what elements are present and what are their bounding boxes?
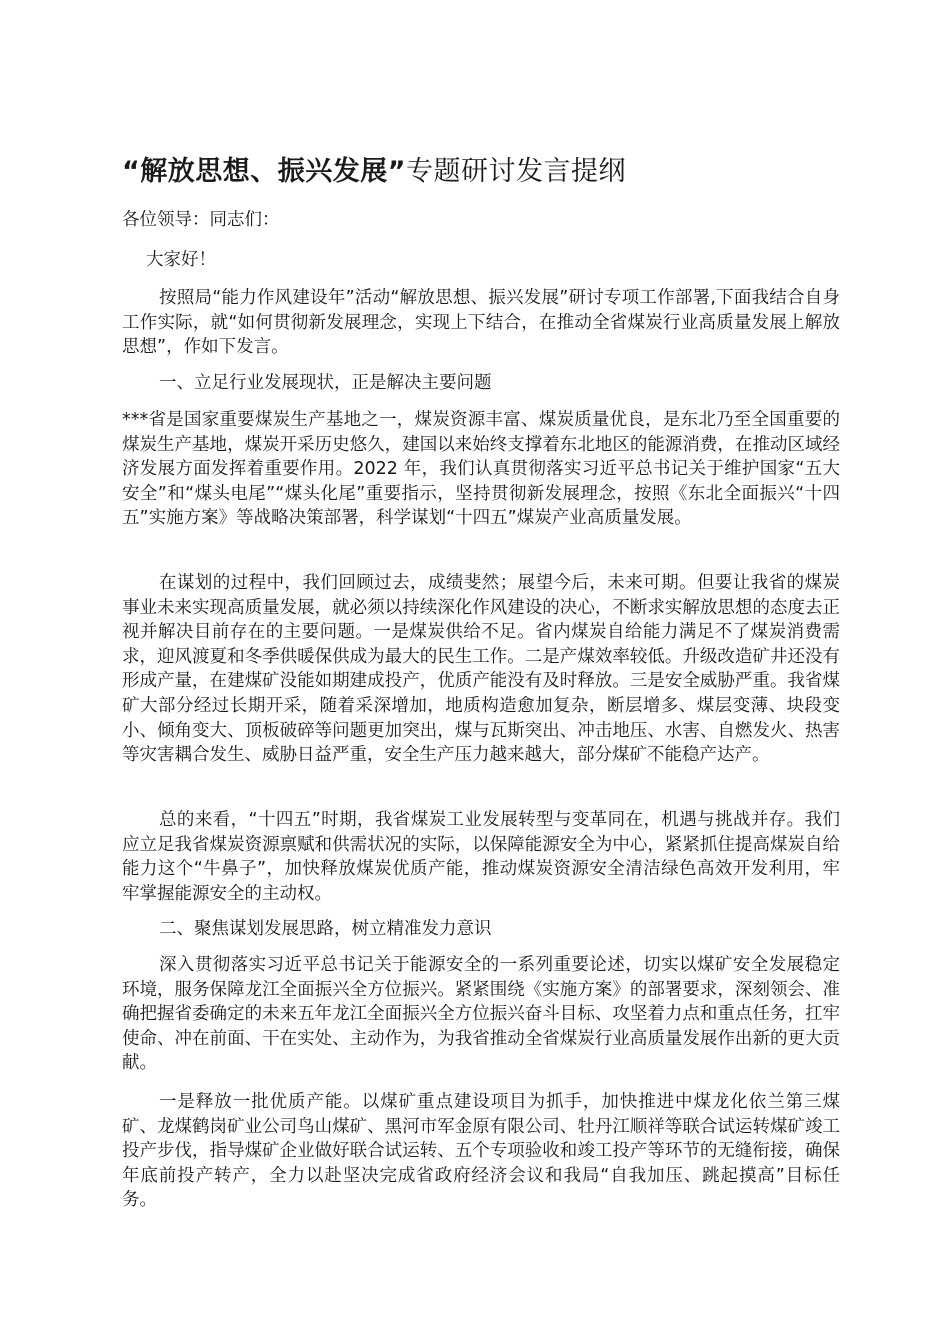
section-heading-1: 一、立足行业发展现状，正是解决主要问题: [159, 373, 492, 393]
title-rest: 专题研讨发言提纲: [406, 156, 626, 187]
greeting: 大家好！: [146, 250, 216, 270]
paragraph: 总的来看，“十四五”时期，我省煤炭工业发展转型与变革同在，机遇与挑战并存。我们应立足我省煤炭资源禀赋和供需状况的实际，以保障能源安全为中心，紧紧抓住提高煤炭自给能力这个“牛鼻子”，加快释放煤炭优质产能，推动煤炭资源安全清洁绿色高效开发利用，牢牢掌握能源安全的主动权。: [122, 810, 840, 904]
paragraph: 一是释放一批优质产能。以煤矿重点建设项目为抓手，加快推进中煤龙化依兰第三煤矿、龙煤鹤岗矿业公司鸟山煤矿、黑河市军金原有限公司、牡丹江顺祥等联合试运转煤矿竣工投产步伐，指导煤矿企业做好联合试运转、五个专项验收和竣工投产等环节的无缝衔接，确保年底前投产转产，全力以赴坚决完成省政府经济会议和我局“自我加压、跳起摸高”目标任务。: [122, 1092, 840, 1211]
section-heading-2: 二、聚焦谋划发展思路，树立精准发力意识: [159, 919, 492, 939]
title-quote-open: “: [122, 156, 141, 187]
intro-paragraph: 按照局“能力作风建设年”活动“解放思想、振兴发展”研讨专项工作部署,下面我结合自身工作实际，就“如何贯彻新发展理念，实现上下结合，在推动全省煤炭行业高质量发展上解放思想”，作如下发言。: [122, 288, 840, 358]
title-quoted-phrase: 解放思想、振兴发展: [140, 156, 388, 187]
paragraph: 在谋划的过程中，我们回顾过去，成绩斐然；展望今后，未来可期。但要让我省的煤炭事业未来实现高质量发展，就必须以持续深化作风建设的决心，不断求实解放思想的态度去正视并解决目前存在的主要问题。一是煤炭供给不足。省内煤炭自给能力满足不了煤炭消费需求，迎风渡夏和冬季供暖保供成为最大的民生工作。二是产煤效率较低。升级改造矿井还没有形成产量，在建煤矿没能如期建成投产，优质产能没有及时释放。三是安全威胁严重。我省煤矿大部分经过长期开采，随着采深增加，地质构造愈加复杂，断层增多、煤层变薄、块段变小、倾角变大、顶板破碎等问题更加突出，煤与瓦斯突出、冲击地压、水害、自燃发火、热害等灾害耦合发生、威胁日益严重，安全生产压力越来越大，部分煤矿不能稳产达产。: [122, 573, 840, 766]
salutation: 各位领导：同志们：: [122, 210, 280, 230]
paragraph: ***省是国家重要煤炭生产基地之一，煤炭资源丰富、煤炭质量优良，是东北乃至全国重要的煤炭生产基地，煤炭开采历史悠久，建国以来始终支撑着东北地区的能源消费，在推动区域经济发展方面发挥着重要作用。2022 年，我们认真贯彻落实习近平总书记关于维护国家“五大安全”和“煤头电尾”“煤头化尾”重要指示，坚持贯彻新发展理念，按照《东北全面振兴“十四五”实施方案》等战略决策部署，科学谋划“十四五”煤炭产业高质量发展。: [122, 410, 840, 529]
paragraph: 深入贯彻落实习近平总书记关于能源安全的一系列重要论述，切实以煤矿安全发展稳定环境，服务保障龙江全面振兴全方位振兴。紧紧围绕《实施方案》的部署要求，深刻领会、准确把握省委确定的未来五年龙江全面振兴全方位振兴奋斗目标、攻坚着力点和重点任务，扛牢使命、冲在前面、干在实处、主动作为，为我省推动全省煤炭行业高质量发展作出新的更大贡献。: [122, 955, 840, 1074]
page-title: [122, 152, 842, 192]
title-quote-close: ”: [387, 156, 406, 187]
